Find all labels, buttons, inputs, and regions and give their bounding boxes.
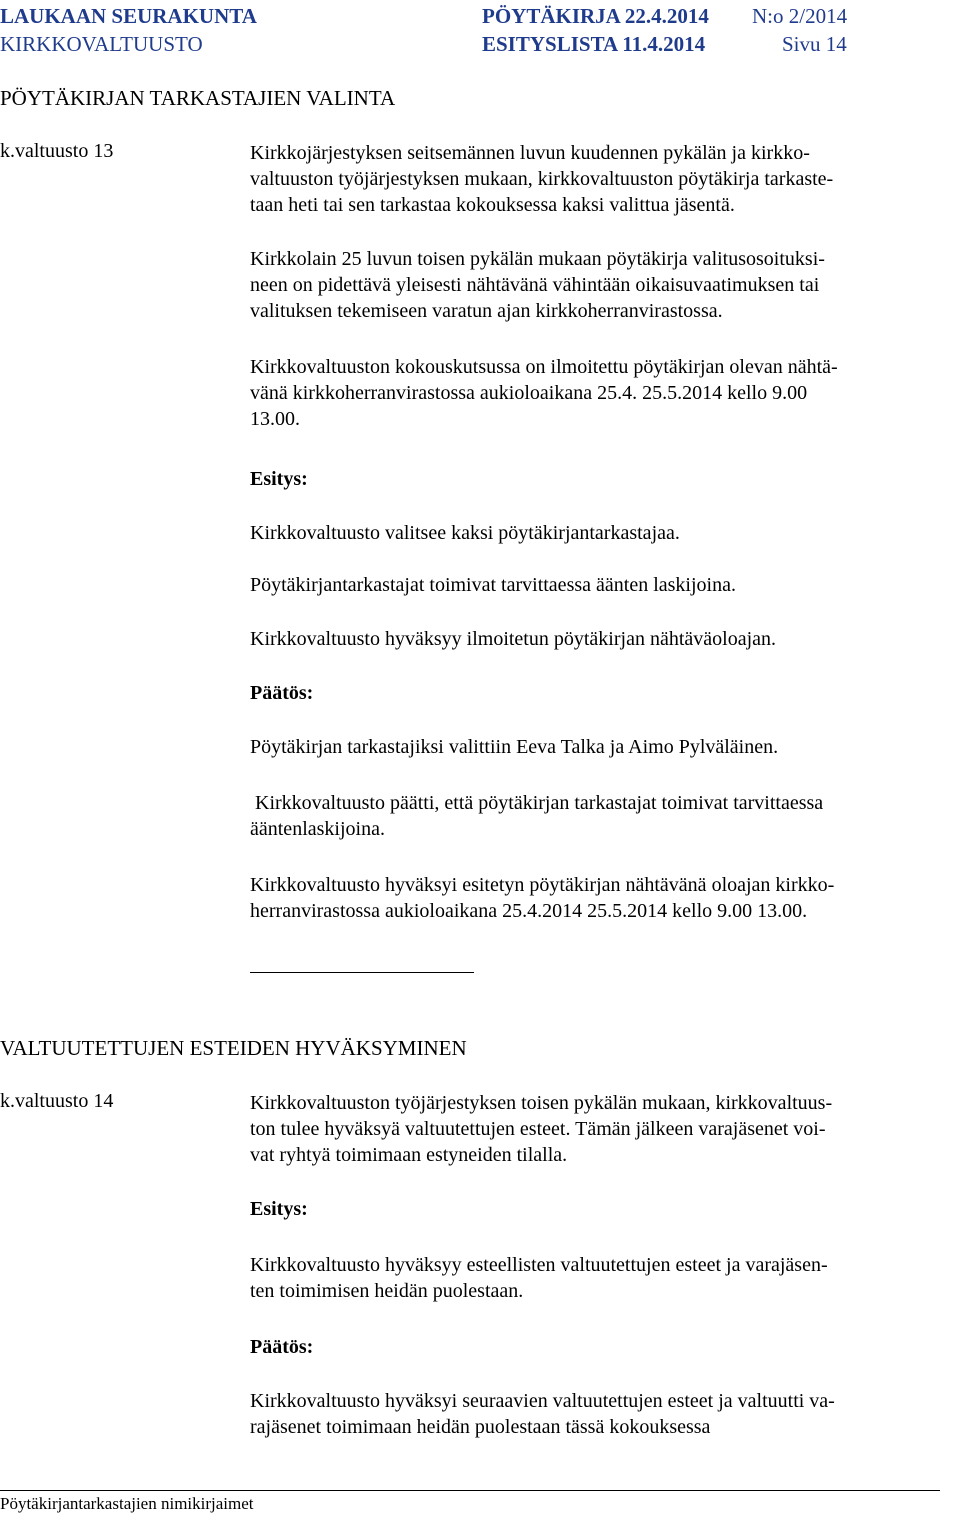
section1-paragraph-2 xyxy=(250,246,940,324)
section-ref-2: k.valtuusto 14 xyxy=(0,1090,114,1112)
proposal-line: Pöytäkirjantarkastajat toimivat tarvittaessa äänten laskijoina. xyxy=(250,574,736,596)
proposal-label-1: Esitys: xyxy=(250,468,308,490)
text-line: Kirkkovaltuusto päätti, että pöytäkirjan tarkastajat toimivat tarvittaessa xyxy=(250,792,824,814)
text-line: ton tulee hyväksyä valtuutettujen esteet. Tämän jälkeen varajäsenet voi- xyxy=(250,1118,826,1140)
section-ref-1: k.valtuusto 13 xyxy=(0,140,114,162)
text-line: vänä kirkkoherranvirastossa aukioloaikana 25.4. 25.5.2014 kello 9.00 xyxy=(250,382,808,404)
section1-paragraph-3 xyxy=(250,354,940,432)
text-line: vat ryhtyä toimimaan estyneiden tilalla. xyxy=(250,1144,568,1166)
text-line: Kirkkovaltuusto hyväksyi esitetyn pöytäkirjan nähtävänä oloajan kirkko- xyxy=(250,874,835,896)
section-title-1: PÖYTÄKIRJAN TARKASTAJIEN VALINTA xyxy=(0,86,396,110)
text-line: Kirkkovaltuuston kokouskutsussa on ilmoitettu pöytäkirjan olevan nähtä- xyxy=(250,356,838,378)
proposal-line: Kirkkovaltuusto valitsee kaksi pöytäkirjantarkastajaa. xyxy=(250,522,680,544)
decision-label-1: Päätös: xyxy=(250,682,314,704)
body-name: KIRKKOVALTUUSTO xyxy=(0,32,203,56)
document-number: N:o 2/2014 xyxy=(752,4,848,28)
page-number: Sivu 14 xyxy=(782,32,847,56)
section1-paragraph-1 xyxy=(250,140,940,218)
decision-paragraph-2 xyxy=(250,790,940,842)
minutes-date: PÖYTÄKIRJA 22.4.2014 xyxy=(482,4,709,28)
decision-line: Pöytäkirjan tarkastajiksi valittiin Eeva Talka ja Aimo Pylväläinen. xyxy=(250,736,779,758)
section2-proposal xyxy=(250,1252,940,1304)
section-title-2: VALTUUTETTUJEN ESTEIDEN HYVÄKSYMINEN xyxy=(0,1036,467,1060)
section2-decision xyxy=(250,1388,940,1440)
section-divider xyxy=(250,972,474,973)
text-line: Kirkkovaltuusto hyväksyy esteellisten valtuutettujen esteet ja varajäsen- xyxy=(250,1254,828,1276)
proposal-line: Kirkkovaltuusto hyväksyy ilmoitetun pöytäkirjan nähtäväoloajan. xyxy=(250,628,777,650)
text-line: valituksen tekemiseen varatun ajan kirkkoherranvirastossa. xyxy=(250,300,723,322)
text-line: ten toimimisen heidän puolestaan. xyxy=(250,1280,524,1302)
text-line: valtuuston työjärjestyksen mukaan, kirkkovaltuuston pöytäkirja tarkaste- xyxy=(250,168,834,190)
text-line: Kirkkolain 25 luvun toisen pykälän mukaan pöytäkirja valitusosoituksi- xyxy=(250,248,825,270)
text-line: Kirkkovaltuuston työjärjestyksen toisen pykälän mukaan, kirkkovaltuus- xyxy=(250,1092,833,1114)
section2-paragraph-1 xyxy=(250,1090,940,1168)
org-name: LAUKAAN SEURAKUNTA xyxy=(0,4,257,28)
text-line: ääntenlaskijoina. xyxy=(250,818,385,840)
text-line: Kirkkovaltuusto hyväksyi seuraavien valtuutettujen esteet ja valtuutti va- xyxy=(250,1390,835,1412)
text-line: 13.00. xyxy=(250,408,300,430)
decision-paragraph-3 xyxy=(250,872,940,924)
signatures-label: Pöytäkirjantarkastajien nimikirjaimet xyxy=(0,1494,254,1513)
agenda-date: ESITYSLISTA 11.4.2014 xyxy=(482,32,706,56)
proposal-label-2: Esitys: xyxy=(250,1198,308,1220)
text-line: herranvirastossa aukioloaikana 25.4.2014 25.5.2014 kello 9.00 13.00. xyxy=(250,900,808,922)
text-line: rajäsenet toimimaan heidän puolestaan tässä kokouksessa xyxy=(250,1416,711,1438)
text-line: taan heti tai sen tarkastaa kokouksessa kaksi valittua jäsentä. xyxy=(250,194,735,216)
text-line: neen on pidettävä yleisesti nähtävänä vähintään oikaisuvaatimuksen tai xyxy=(250,274,820,296)
decision-label-2: Päätös: xyxy=(250,1336,314,1358)
text-line: Kirkkojärjestyksen seitsemännen luvun kuudennen pykälän ja kirkko- xyxy=(250,142,810,164)
footer-rule xyxy=(0,1490,940,1491)
